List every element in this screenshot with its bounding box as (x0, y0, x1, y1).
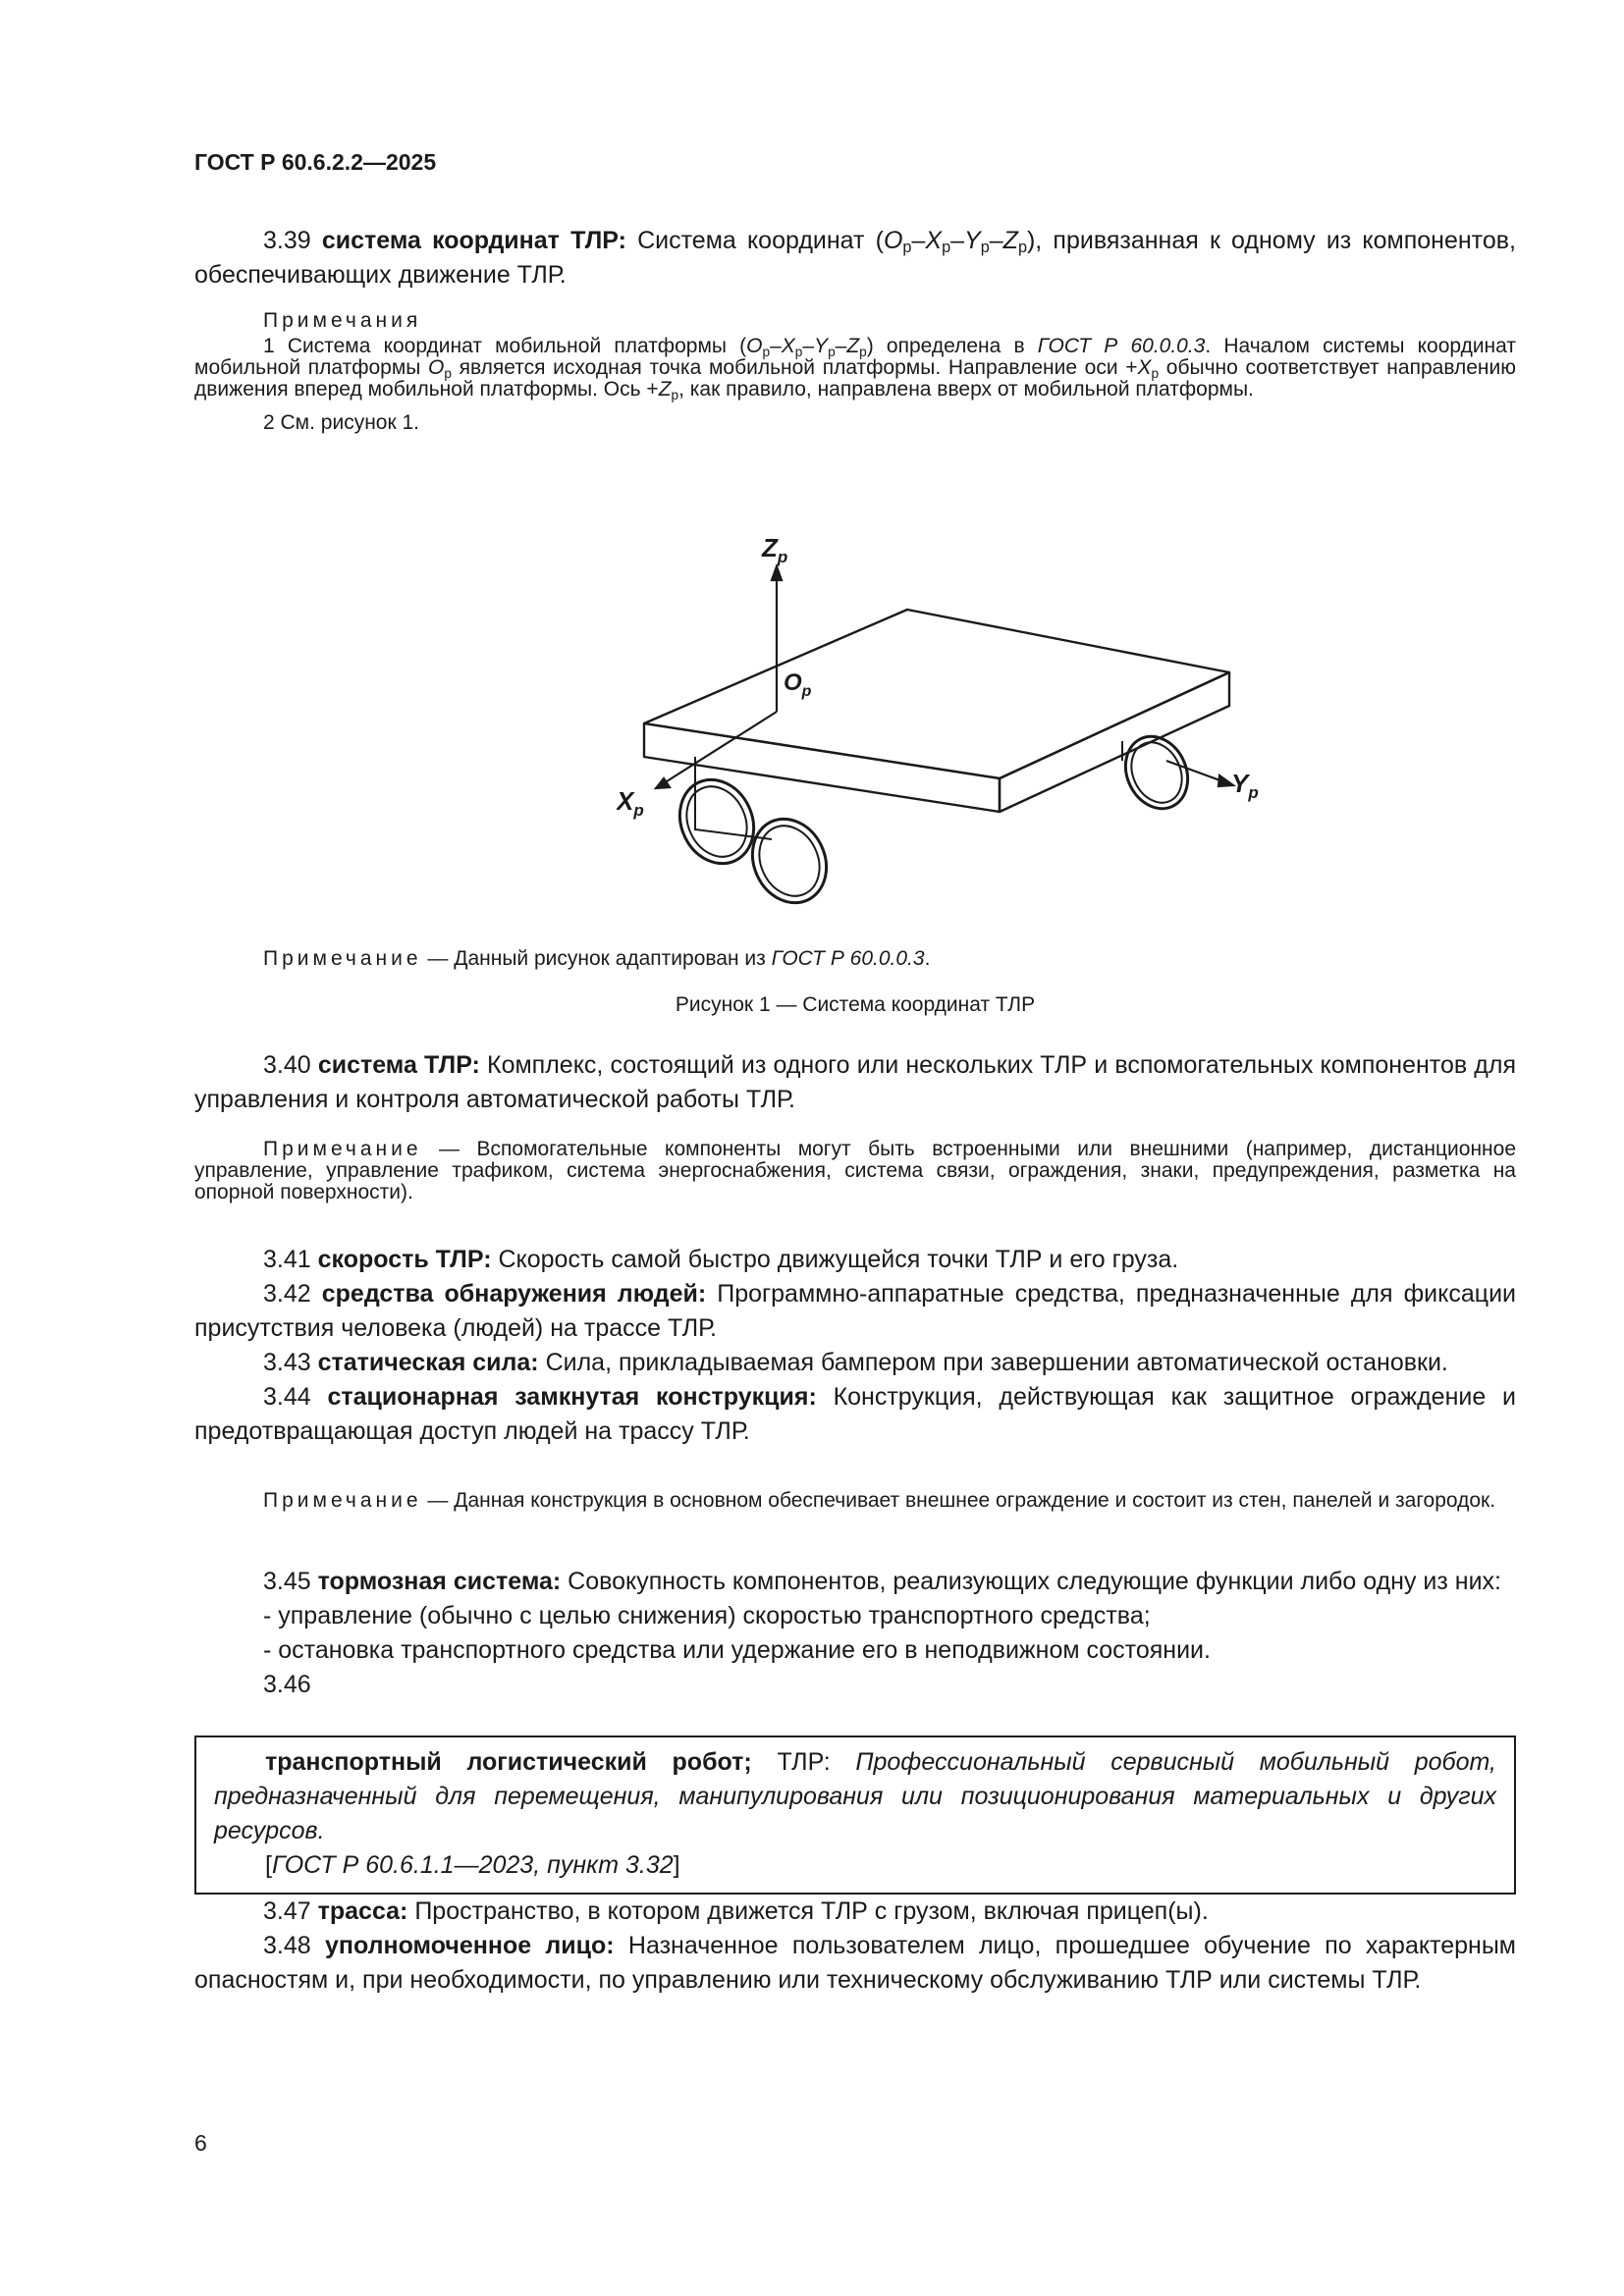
notes-3-39 (194, 310, 1516, 434)
figure-coordinate-system (617, 515, 1284, 908)
document-header: ГОСТ Р 60.6.2.2—2025 (194, 149, 437, 175)
reference-link: ГОСТ Р 60.0.0.3 (1037, 335, 1206, 357)
platform-right-face (1000, 672, 1229, 812)
source-reference: [ГОСТ Р 60.6.1.1—2023, пункт 3.32] (265, 1851, 680, 1879)
platform-top-surface (644, 610, 1229, 778)
definition-3-41: 3.41 скорость ТЛР: Скорость самой быстро движущейся точки ТЛР и его груза. (263, 1246, 1179, 1273)
page-number: 6 (194, 2130, 207, 2156)
section-3-45 (194, 1565, 1516, 1702)
list-item: - остановка транспортного средства или удержание его в неподвижном состоянии. (263, 1636, 1211, 1664)
note-2: 2 См. рисунок 1. (263, 411, 420, 434)
term-3-39: система координат ТЛР: (321, 227, 626, 254)
figure-caption: Рисунок 1 — Система координат ТЛР (675, 993, 1036, 1016)
definition-3-39: 3.39 система координат ТЛР: Система координат $(O_p-X_p-Y_p-Z_p)$, привязанная к одному из компонентов, обеспечивающих движение ТЛР. (194, 227, 1516, 289)
definition-3-44: 3.44 стационарная замкнутая конструкция: Конструкция, действующая как защитное ограждение и предотвращающая доступ людей на трассу ТЛР. (194, 1383, 1517, 1445)
note-1: 1 Система координат мобильной платформы $(O_p-X_p-Y_p-Z_p)$ определена в ГОСТ Р 60.0.0.3. Началом системы координат мобильной платформы $O_p$ является исходная точка мобильной платформы. Направление оси $+X_p$ обычно соответствует направлению движения вперед мобильной платформы. Ось $+Z_p$, как правило, направлена вверх от мобильной платформы. (194, 335, 1516, 402)
section-3-41-to-3-44 (194, 1243, 1516, 1449)
definition-3-43: 3.43 статическая сила: Сила, прикладываемая бампером при завершении автоматической остановки. (263, 1349, 1448, 1376)
figure-note: Примечание — Данный рисунок адаптирован из ГОСТ Р 60.0.0.3. (263, 947, 931, 970)
note-3-40: Примечание — Вспомогательные компоненты могут быть встроенными или внешними (например, дистанционное управление, управление трафиком, система энергоснабжения, система связи, ограждения, знаки, предупреждения, разметка на опорной поверхности). (194, 1138, 1516, 1203)
note-3-44: Примечание — Данная конструкция в основном обеспечивает внешнее ограждение и состоит из стен, панелей и загородок. (263, 1489, 1496, 1512)
x-axis (656, 712, 777, 788)
definition-3-47: 3.47 трасса: Пространство, в котором движется ТЛР с грузом, включая прицеп(ы). (263, 1897, 1209, 1925)
section-3-40: 3.40 система ТЛР: Комплекс, состоящий из одного или нескольких ТЛР и вспомогательных компонентов для управления и контроля автоматической работы ТЛР. (194, 1051, 1516, 1113)
list-item: - управление (обычно с целью снижения) скоростью транспортного средства; (263, 1602, 1151, 1629)
definition-3-48: 3.48 уполномоченное лицо: Назначенное пользователем лицо, прошедшее обучение по характерным опасностям и, при необходимости, по управлению или техническому обслуживанию ТЛР или системы ТЛР. (194, 1932, 1516, 1994)
definition-3-42: 3.42 средства обнаружения людей: Программно-аппаратные средства, предназначенные для фиксации присутствия человека (людей) на трассе ТЛР. (194, 1280, 1516, 1342)
section-3-47-to-3-48 (194, 1895, 1516, 1998)
label-z: $Z_p$ (762, 533, 788, 566)
section-number-3-46: 3.46 (263, 1671, 311, 1698)
y-axis (1166, 761, 1225, 782)
label-x: $X_p$ (617, 786, 644, 820)
label-o: $O_p$ (784, 669, 812, 700)
label-y: $Y_p$ (1231, 769, 1259, 802)
section-3-39 (194, 224, 1516, 293)
document-page (194, 0, 1516, 2296)
definition-3-45: 3.45 тормозная система: Совокупность компонентов, реализующих следующие функции либо одну из них: (263, 1568, 1501, 1595)
boxed-definition-3-46: транспортный логистический робот; ТЛР: Профессиональный сервисный мобильный робот, предназначенный для перемещения, манипулирования или позиционирования материальных и других ресурсов. [ГОСТ Р 60.6.1.1—2023, пункт 3.32] (194, 1735, 1516, 1895)
notes-title: Примечания (263, 309, 422, 332)
